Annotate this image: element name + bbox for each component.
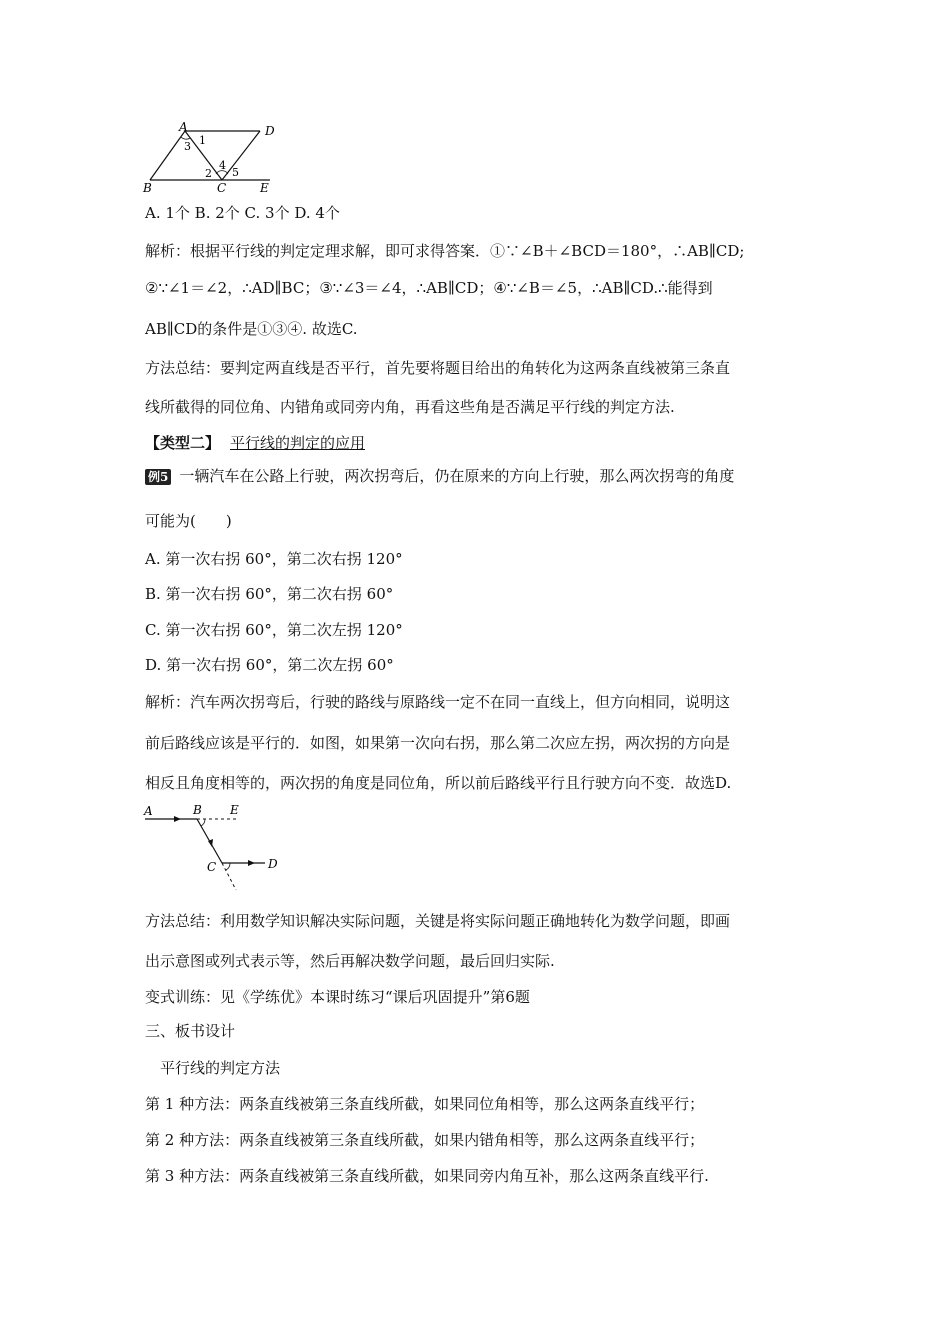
analysis2-line3: 相反且角度相等的，两次拐的角度是同位角，所以前后路线平行且行驶方向不变．故选D. xyxy=(145,774,732,792)
analysis1-line3: AB∥CD的条件是①③④. 故选C. xyxy=(145,320,358,338)
angle-label-4: 4 xyxy=(219,159,226,172)
road-label-C: C xyxy=(207,860,217,874)
variant-training: 变式训练：见《学练优》本课时练习“课后巩固提升”第6题 xyxy=(145,988,530,1006)
board-title: 平行线的判定方法 xyxy=(160,1059,281,1077)
option-d: D. 第一次右拐 60°，第二次左拐 60° xyxy=(145,656,394,674)
example5-line2: 可能为( ) xyxy=(145,512,232,530)
question-options: A. 1个 B. 2个 C. 3个 D. 4个 xyxy=(145,204,340,222)
road-label-A: A xyxy=(144,804,153,818)
method-summary2-line2: 出示意图或列式表示等，然后再解决数学问题，最后回归实际. xyxy=(145,952,555,970)
option-c: C. 第一次右拐 60°，第二次左拐 120° xyxy=(145,621,403,639)
road-turn-diagram xyxy=(140,800,290,896)
type2-prefix: 【类型二】 xyxy=(145,434,221,452)
road-label-B: B xyxy=(193,803,202,817)
angle-label-3: 3 xyxy=(184,140,191,153)
analysis1-line2: ②∵∠1＝∠2，∴AD∥BC；③∵∠3＝∠4，∴AB∥CD；④∵∠B＝∠5，∴AB∥CD.∴能得到 xyxy=(145,279,713,297)
analysis2-line1: 解析：汽车两次拐弯后，行驶的路线与原路线一定不在同一直线上，但方向相同，说明这 xyxy=(145,693,731,711)
label-B: B xyxy=(143,181,152,195)
angle-label-5: 5 xyxy=(232,166,239,179)
board-method-2: 第 2 种方法：两条直线被第三条直线所截，如果内错角相等，那么这两条直线平行； xyxy=(145,1131,705,1149)
type2-heading xyxy=(145,433,365,453)
angle-label-1: 1 xyxy=(199,134,206,147)
method-summary2-line1: 方法总结：利用数学知识解决实际问题，关键是将实际问题正确地转化为数学问题，即画 xyxy=(145,912,731,930)
type2-title: 平行线的判定的应用 xyxy=(230,434,366,452)
board-method-3: 第 3 种方法：两条直线被第三条直线所截，如果同旁内角互补，那么这两条直线平行. xyxy=(145,1167,709,1185)
label-C: C xyxy=(217,181,227,195)
option-a: A. 第一次右拐 60°，第二次右拐 120° xyxy=(145,550,403,568)
label-A: A xyxy=(179,120,188,134)
label-D: D xyxy=(265,124,275,138)
option-b: B. 第一次右拐 60°，第二次右拐 60° xyxy=(145,585,394,603)
example-badge: 例5 xyxy=(145,469,171,485)
parallelogram-diagram xyxy=(140,120,290,198)
road-label-E: E xyxy=(230,803,239,817)
analysis2-line2: 前后路线应该是平行的．如图，如果第一次向右拐，那么第二次应左拐，两次拐的方向是 xyxy=(145,734,731,752)
label-E: E xyxy=(260,181,269,195)
method-summary1-line1: 方法总结：要判定两直线是否平行，首先要将题目给出的角转化为这两条直线被第三条直 xyxy=(145,359,731,377)
example5-line1 xyxy=(145,466,734,486)
angle-label-2: 2 xyxy=(205,167,212,180)
parallelogram-figure xyxy=(140,120,290,198)
section-heading: 三、板书设计 xyxy=(145,1022,236,1040)
method-summary1-line2: 线所截得的同位角、内错角或同旁内角，再看这些角是否满足平行线的判定方法. xyxy=(145,398,675,416)
analysis1-line1: 解析：根据平行线的判定定理求解，即可求得答案．①∵∠B＋∠BCD＝180°，∴AB∥CD; xyxy=(145,242,745,260)
board-method-1: 第 1 种方法：两条直线被第三条直线所截，如果同位角相等，那么这两条直线平行； xyxy=(145,1095,705,1113)
road-label-D: D xyxy=(268,857,278,871)
example5-text: 一辆汽车在公路上行驶，两次拐弯后，仍在原来的方向上行驶，那么两次拐弯的角度 xyxy=(179,467,735,485)
road-turn-figure xyxy=(140,800,290,896)
